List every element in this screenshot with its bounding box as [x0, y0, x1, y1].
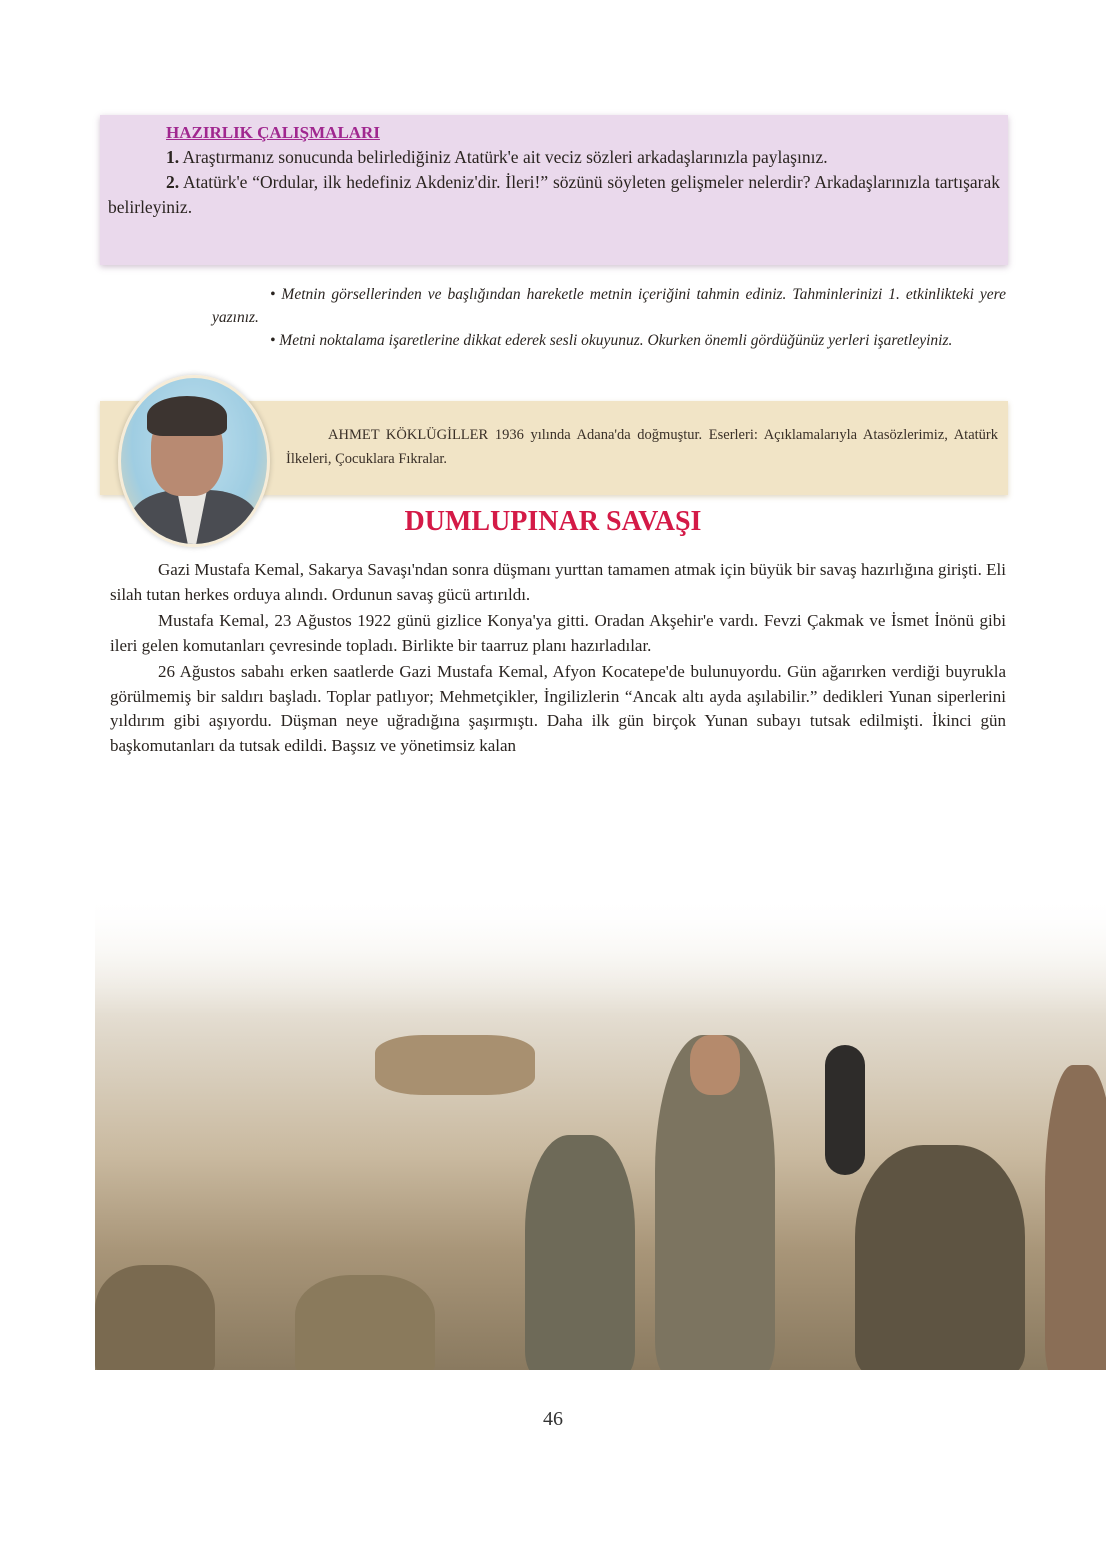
author-bio: AHMET KÖKLÜGİLLER 1936 yılında Adana'da doğmuştur. Eserleri: Açıklamalarıyla Atasözlerimiz, Atatürk İlkeleri, Çocuklara Fıkralar.	[286, 427, 998, 467]
preparation-item	[108, 145, 1000, 170]
instruction: • Metni noktalama işaretlerine dikkat ederek sesli okuyunuz. Okurken önemli gördüğünüz yerleri işaretleyiniz.	[270, 332, 953, 349]
battle-painting	[95, 895, 1106, 1370]
item-text: Araştırmanız sonucunda belirlediğiniz Atatürk'e ait veciz sözleri arkadaşlarınızla paylaşınız.	[179, 147, 828, 167]
page-number: 46	[543, 1408, 563, 1430]
reading-instructions	[212, 283, 1006, 352]
preparation-box	[100, 115, 1008, 265]
item-number: 2.	[166, 172, 180, 192]
item-text: Atatürk'e “Ordular, ilk hedefiniz Akdeniz'dir. İleri!” sözünü söyleten gelişmeler nelerdir? Arkadaşlarınızla tartışarak belirleyiniz.	[108, 172, 1000, 217]
story-text	[110, 558, 1006, 760]
paragraph: Mustafa Kemal, 23 Ağustos 1922 günü gizlice Konya'ya gitti. Oradan Akşehir'e vardı. Fevzi Çakmak ve İsmet İnönü gibi ileri gelen komutanları çevresinde topladı. Birlikte bir taarruz planı hazırladılar.	[110, 611, 1006, 655]
page-title: DUMLUPINAR SAVAŞI	[404, 506, 702, 537]
preparation-item	[108, 170, 1000, 220]
paragraph: Gazi Mustafa Kemal, Sakarya Savaşı'ndan sonra düşmanı yurttan tamamen atmak için büyük bir savaş hazırlığına girişti. Eli silah tutan herkes orduya alındı. Ordunun savaş gücü artırıldı.	[110, 560, 1006, 604]
item-number: 1.	[166, 147, 180, 167]
preparation-heading: HAZIRLIK ÇALIŞMALARI	[166, 123, 380, 142]
instruction: • Metnin görsellerinden ve başlığından hareketle metnin içeriğini tahmin ediniz. Tahminlerinizi 1. etkinlikteki yere yazınız.	[212, 286, 1006, 326]
paragraph: 26 Ağustos sabahı erken saatlerde Gazi Mustafa Kemal, Afyon Kocatepe'de bulunuyordu. Gün ağarırken verdiği buyrukla görülmemiş bir saldırı başladı. Toplar patlıyor; Mehmetçikler, İngilizlerin “Ancak altı ayda aşılabilir.” dedikleri Yunan siperlerini yıldırım gibi aşıyordu. Düşman neye uğradığına şaşırmıştı. Daha ilk gün birçok Yunan subayı tutsak edilmişti. İkinci gün başkomutanları da tutsak edildi. Başsız ve yönetimsiz kalan	[110, 662, 1006, 755]
